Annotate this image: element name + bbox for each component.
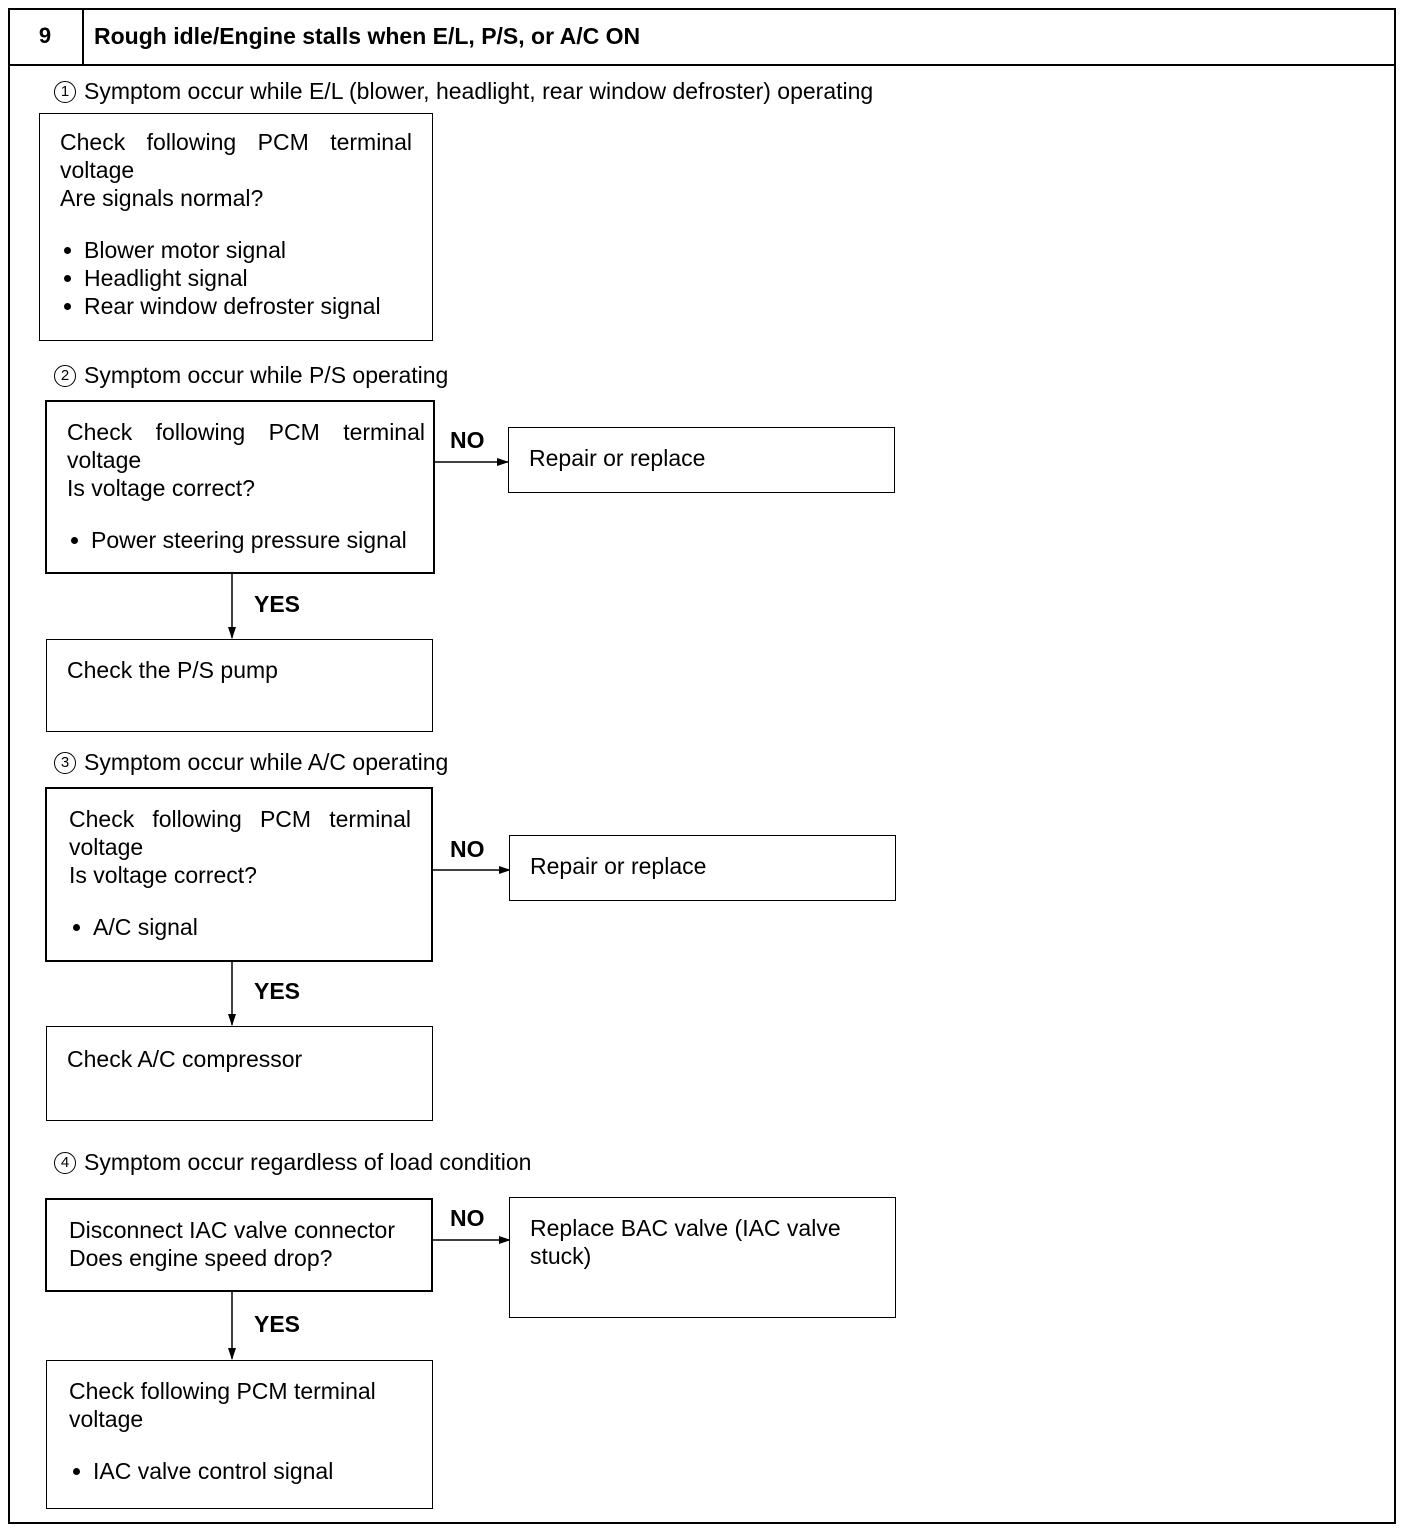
no-action-box-2 (508, 427, 895, 493)
no-action-text: Repair or replace (530, 853, 707, 879)
check-box-2 (45, 400, 435, 574)
check-line-1: Check following PCM terminal (60, 129, 412, 155)
check-line-1: Check following PCM terminal (69, 1378, 376, 1404)
no-label-2: NO (450, 427, 485, 453)
symptom-text-2: Symptom occur while P/S operating (84, 362, 449, 388)
check-question: Does engine speed drop? (69, 1245, 333, 1271)
symptom-heading-1 (54, 78, 873, 105)
signal-item: IAC valve control signal (69, 1457, 412, 1485)
signal-item: Rear window defroster signal (60, 292, 412, 320)
check-line-2: voltage (60, 157, 135, 183)
yes-action-box-2 (46, 639, 433, 732)
check-line-1: Check following PCM terminal (67, 419, 425, 445)
check-line-2: voltage (69, 1406, 144, 1432)
symptom-heading-3 (54, 749, 448, 776)
check-box-4 (45, 1198, 433, 1292)
no-action-box-4 (509, 1197, 896, 1318)
section-marker-4: 4 (54, 1152, 76, 1174)
no-action-text: Repair or replace (529, 445, 706, 471)
signal-item: A/C signal (69, 913, 411, 941)
symptom-text-1: Symptom occur while E/L (blower, headlight, rear window defroster) operating (84, 78, 874, 104)
signal-item: Blower motor signal (60, 236, 412, 264)
step-number: 9 (8, 8, 84, 64)
check-line-1: Check following PCM terminal (69, 806, 411, 832)
check-box-3 (45, 787, 433, 962)
no-label-3: NO (450, 836, 485, 862)
section-marker-3: 3 (54, 752, 76, 774)
check-question: Are signals normal? (60, 185, 264, 211)
no-action-text: Replace BAC valve (IAC valve stuck) (530, 1215, 841, 1269)
check-box-1 (39, 113, 433, 341)
check-line-1: Disconnect IAC valve connector (69, 1217, 395, 1243)
check-line-2: voltage (69, 834, 144, 860)
section-marker-1: 1 (54, 81, 76, 103)
signal-item: Headlight signal (60, 264, 412, 292)
yes-label-3: YES (254, 978, 301, 1004)
yes-action-box-4 (46, 1360, 433, 1509)
step-title: Rough idle/Engine stalls when E/L, P/S, or A/C ON (94, 22, 641, 49)
symptom-heading-2 (54, 362, 448, 389)
section-marker-2: 2 (54, 365, 76, 387)
symptom-text-3: Symptom occur while A/C operating (84, 749, 449, 775)
symptom-text-4: Symptom occur regardless of load condition (84, 1149, 532, 1175)
yes-action-text: Check A/C compressor (67, 1046, 303, 1072)
yes-action-box-3 (46, 1026, 433, 1121)
check-line-2: voltage (67, 447, 142, 473)
check-question: Is voltage correct? (67, 475, 255, 501)
no-label-4: NO (450, 1205, 485, 1231)
symptom-heading-4 (54, 1149, 531, 1176)
no-action-box-3 (509, 835, 896, 901)
yes-label-2: YES (254, 591, 301, 617)
signal-item: Power steering pressure signal (67, 526, 425, 554)
yes-label-4: YES (254, 1311, 301, 1337)
check-question: Is voltage correct? (69, 862, 257, 888)
yes-action-text: Check the P/S pump (67, 657, 278, 683)
